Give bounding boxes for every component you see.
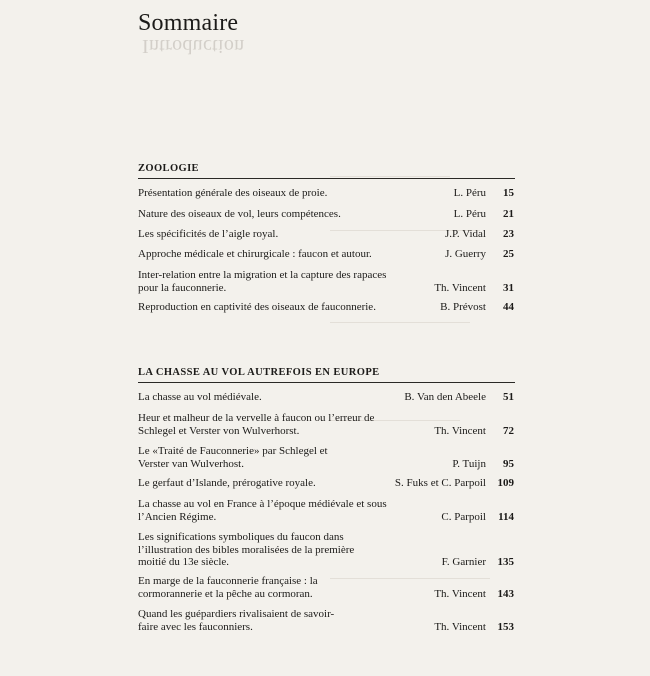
toc-entry-page: 95 [503, 457, 514, 470]
toc-entry-author: Th. Vincent [434, 620, 486, 633]
toc-entry-page: 21 [503, 208, 514, 220]
toc-entry-author: Th. Vincent [434, 424, 486, 437]
toc-entry-author: P. Tuijn [452, 457, 486, 470]
page-title: Sommaire [138, 10, 239, 36]
toc-entry-page: 143 [497, 587, 514, 600]
toc-entry-author: J.P. Vidal [444, 228, 486, 240]
toc-entry-page: 135 [497, 556, 514, 568]
toc-entry[interactable] [138, 208, 514, 221]
toc-entry-page: 15 [503, 187, 514, 199]
toc-entry[interactable] [138, 477, 514, 490]
toc-entry-page: 51 [503, 391, 514, 403]
toc-entry-page: 44 [503, 301, 514, 313]
toc-entry-page: 72 [503, 424, 514, 437]
show-through-line [330, 322, 470, 323]
toc-entry-author: Th. Vincent [434, 281, 486, 294]
toc-entry-author: L. Péru [453, 187, 486, 199]
toc-entry[interactable] [138, 445, 514, 470]
toc-entry-title: La chasse au vol médiévale. [138, 391, 262, 403]
toc-entry-title: Approche médicale et chirurgicale : faucon et autour. [138, 248, 372, 260]
toc-entry-title: La chasse au vol en France à l’époque médiévale et sous l’Ancien Régime. [138, 498, 387, 523]
toc-entry-page: 25 [503, 248, 514, 260]
toc-entry-title: Inter-relation entre la migration et la capture des rapaces pour la fauconnerie. [138, 269, 387, 294]
toc-entry[interactable] [138, 575, 514, 600]
toc-entry-author: F. Garnier [441, 556, 486, 568]
toc-entry-page: 109 [497, 477, 514, 489]
toc-entry-title: Reproduction en captivité des oiseaux de fauconnerie. [138, 301, 376, 313]
toc-entry[interactable] [138, 248, 514, 261]
toc-entry-author: C. Parpoil [441, 510, 486, 523]
toc-entry-title: En marge de la fauconnerie française : la cormorannerie et la pêche au cormoran. [138, 575, 318, 600]
toc-entry-page: 23 [503, 228, 514, 240]
toc-entry-author: B. Prévost [440, 301, 486, 313]
toc-entry-title: Présentation générale des oiseaux de proie. [138, 187, 328, 199]
toc-entry-title: Les spécificités de l’aigle royal. [138, 228, 279, 240]
toc-entry-author: J. Guerry [445, 248, 486, 260]
toc-entry-page: 153 [497, 620, 514, 633]
toc-entry[interactable] [138, 498, 514, 523]
toc-entry-title: Les significations symboliques du faucon dans l’illustration des bibles moralisées de la première moitié du 13e siècle. [138, 531, 355, 568]
toc-entry[interactable] [138, 391, 514, 404]
toc-entry-title: Nature des oiseaux de vol, leurs compétences. [138, 208, 341, 220]
toc-entry-title: Le gerfaut d’Islande, prérogative royale. [138, 477, 316, 489]
show-through-line [330, 176, 450, 177]
section-heading-chasse-au-vol: LA CHASSE AU VOL AUTREFOIS EN EUROPE [138, 367, 380, 378]
show-through-text: Introduction [142, 35, 245, 57]
section-rule [138, 382, 515, 383]
toc-entry-page: 31 [503, 281, 514, 294]
toc-entry[interactable] [138, 531, 514, 569]
toc-entry-author: Th. Vincent [434, 587, 486, 600]
section-rule [138, 178, 515, 179]
toc-entry[interactable] [138, 269, 514, 294]
toc-entry-page: 114 [498, 510, 514, 523]
toc-entry[interactable] [138, 301, 514, 314]
toc-entry-author: L. Péru [453, 208, 486, 220]
toc-entry-author: S. Fuks et C. Parpoil [394, 477, 486, 489]
toc-entry-author: B. Van den Abeele [404, 391, 486, 403]
toc-entry-title: Quand les guépardiers rivalisaient de savoir-faire avec les fauconniers. [138, 608, 335, 633]
toc-entry[interactable] [138, 608, 514, 633]
toc-entry[interactable] [138, 228, 514, 241]
toc-entry-title: Heur et malheur de la vervelle à faucon ou l’erreur de Schlegel et Verster von Wulverhorst. [138, 412, 375, 437]
toc-entry[interactable] [138, 412, 514, 437]
toc-entry[interactable] [138, 187, 514, 200]
section-heading-zoologie: ZOOLOGIE [138, 163, 199, 174]
toc-entry-title: Le «Traité de Fauconnerie» par Schlegel et Verster van Wulverhost. [138, 445, 328, 470]
